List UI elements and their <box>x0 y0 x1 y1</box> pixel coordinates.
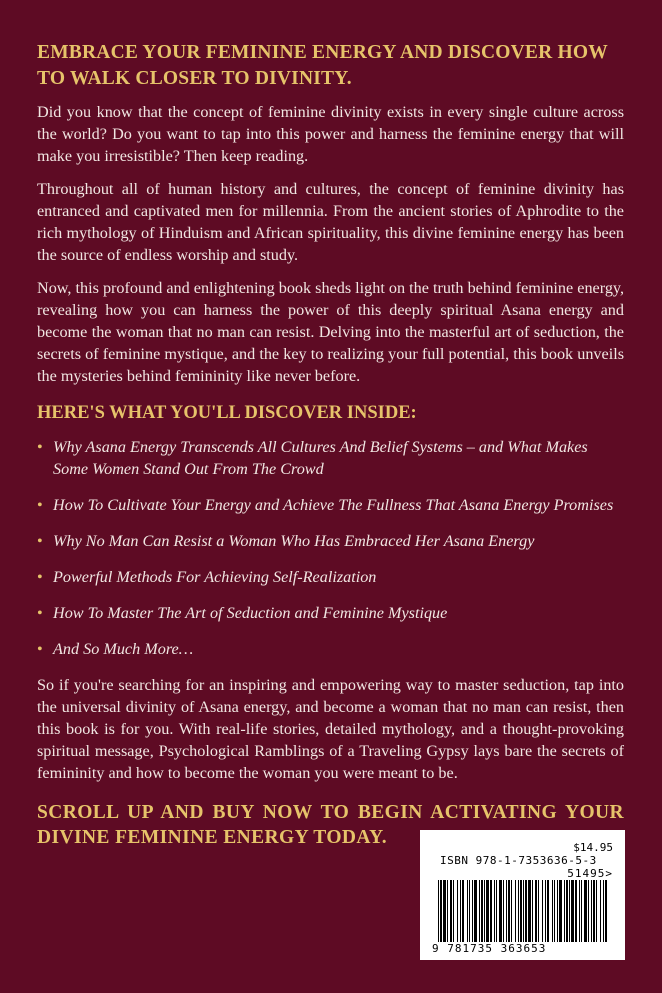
barcode-bar <box>584 880 587 942</box>
list-item-text: How To Cultivate Your Energy and Achieve The Fullness That Asana Energy Promises <box>53 496 614 514</box>
barcode-bar <box>490 880 492 942</box>
barcode-bars-icon <box>436 880 611 942</box>
discover-list <box>37 436 624 660</box>
barcode-bar <box>571 880 574 942</box>
barcode-bar <box>511 880 512 942</box>
barcode-bar <box>520 880 522 942</box>
bullet-icon: • <box>37 568 43 586</box>
barcode-digits: 9 781735 363653 <box>432 942 547 955</box>
barcode-bar <box>460 880 461 942</box>
book-description-paragraph: Now, this profound and enlightening book sheds light on the truth behind feminine energy, revealing how you can harness the power of this deeply spiritual Asana energy and become the woman that no man can resist. Delving into the masterful art of seduction, the secrets of feminine mystique, and the key to realizing your full potential, this book unveils the mysteries behind femininity like never before. <box>37 279 625 385</box>
isbn-barcode <box>420 830 625 960</box>
barcode-bar <box>538 880 539 942</box>
bullet-icon: • <box>37 438 43 456</box>
barcode-bar <box>453 880 454 942</box>
barcode-bar <box>569 880 570 942</box>
barcode-bar <box>518 880 519 942</box>
barcode-bar <box>547 880 549 942</box>
list-item <box>37 530 624 552</box>
barcode-bar <box>443 880 446 942</box>
barcode-bar <box>591 880 592 942</box>
list-item-text: Powerful Methods For Achieving Self-Realization <box>53 568 377 586</box>
barcode-bar <box>506 880 507 942</box>
barcode-bar <box>457 880 458 942</box>
bullet-icon: • <box>37 496 43 514</box>
barcode-bar <box>479 880 480 942</box>
barcode-bar <box>508 880 510 942</box>
barcode-bar <box>462 880 464 942</box>
barcode-bar <box>579 880 580 942</box>
barcode-bar <box>486 880 489 942</box>
barcode-bar <box>467 880 468 942</box>
history-paragraph: Throughout all of human history and cultures, the concept of feminine divinity has entranced and captivated men for millennia. From the ancient stories of Aphrodite to the rich mythology of Hinduism and African spirituality, this divine feminine energy has been the source of endless worship and study. <box>37 180 624 264</box>
barcode-bar <box>450 880 452 942</box>
barcode-bar <box>496 880 497 942</box>
barcode-bar <box>481 880 483 942</box>
barcode-bar <box>474 880 477 942</box>
barcode-bar <box>532 880 533 942</box>
bullet-icon: • <box>37 604 43 622</box>
list-item-text: And So Much More… <box>53 640 194 658</box>
barcode-bar <box>494 880 495 942</box>
list-item <box>37 638 624 660</box>
closing-paragraph: So if you're searching for an inspiring and empowering way to master seduction, tap into the universal divinity of Asana energy, and become a woman that no man can resist, then this book is for you. With real-life stories, detailed mythology, and a thought-provoking spiritual message, Psychological Ramblings of a Traveling Gypsy lays bare the secrets of femininity and how to become the woman you were meant to be. <box>37 676 624 782</box>
barcode-bar <box>552 880 553 942</box>
barcode-bar <box>525 880 527 942</box>
barcode-bar <box>545 880 546 942</box>
list-item <box>37 494 624 516</box>
barcode-bar <box>605 880 607 942</box>
barcode-bar <box>440 880 442 942</box>
barcode-bar <box>542 880 543 942</box>
barcode-bar <box>523 880 524 942</box>
barcode-bar <box>575 880 577 942</box>
isbn-number: ISBN 978-1-7353636-5-3 <box>440 854 597 867</box>
barcode-bar <box>503 880 504 942</box>
barcode-bar <box>499 880 502 942</box>
barcode-bar <box>593 880 595 942</box>
bullet-icon: • <box>37 532 43 550</box>
list-item <box>37 566 624 588</box>
back-cover-text <box>37 40 624 850</box>
barcode-bar <box>559 880 562 942</box>
intro-paragraph: Did you know that the concept of feminine divinity exists in every single culture across the world? Do you want to tap into this power and harness the feminine energy that will make you irresistible? Then keep reading. <box>37 103 624 165</box>
barcode-bar <box>472 880 473 942</box>
list-item-text: Why No Man Can Resist a Woman Who Has Embraced Her Asana Energy <box>53 532 535 550</box>
barcode-bar <box>566 880 568 942</box>
headline: EMBRACE YOUR FEMININE ENERGY AND DISCOVER HOW TO WALK CLOSER TO DIVINITY. <box>37 42 608 89</box>
bullet-icon: • <box>37 640 43 658</box>
barcode-bar <box>554 880 555 942</box>
barcode-bar <box>469 880 470 942</box>
call-to-action: SCROLL UP AND BUY NOW TO BEGIN ACTIVATING YOUR DIVINE FEMININE ENERGY TODAY. <box>37 802 624 848</box>
barcode-bar <box>564 880 565 942</box>
barcode-bar <box>603 880 604 942</box>
barcode-bar <box>557 880 558 942</box>
barcode-bar <box>447 880 448 942</box>
list-item <box>37 602 624 624</box>
price-code: 51495> <box>567 867 613 880</box>
section-heading: HERE'S WHAT YOU'LL DISCOVER INSIDE: <box>37 403 417 423</box>
barcode-bar <box>515 880 516 942</box>
list-item-text: Why Asana Energy Transcends All Cultures And Belief Systems – and What Makes Some Women Stand Out From The Crowd <box>53 438 588 478</box>
barcode-bar <box>438 880 439 942</box>
barcode-price: $14.95 <box>573 841 613 854</box>
list-item-text: How To Master The Art of Seduction and Feminine Mystique <box>53 604 448 622</box>
barcode-bar <box>581 880 582 942</box>
barcode-bar <box>600 880 601 942</box>
barcode-bar <box>484 880 485 942</box>
barcode-bar <box>596 880 597 942</box>
barcode-bar <box>535 880 537 942</box>
barcode-bar <box>528 880 531 942</box>
barcode-bar <box>588 880 589 942</box>
list-item <box>37 436 624 480</box>
